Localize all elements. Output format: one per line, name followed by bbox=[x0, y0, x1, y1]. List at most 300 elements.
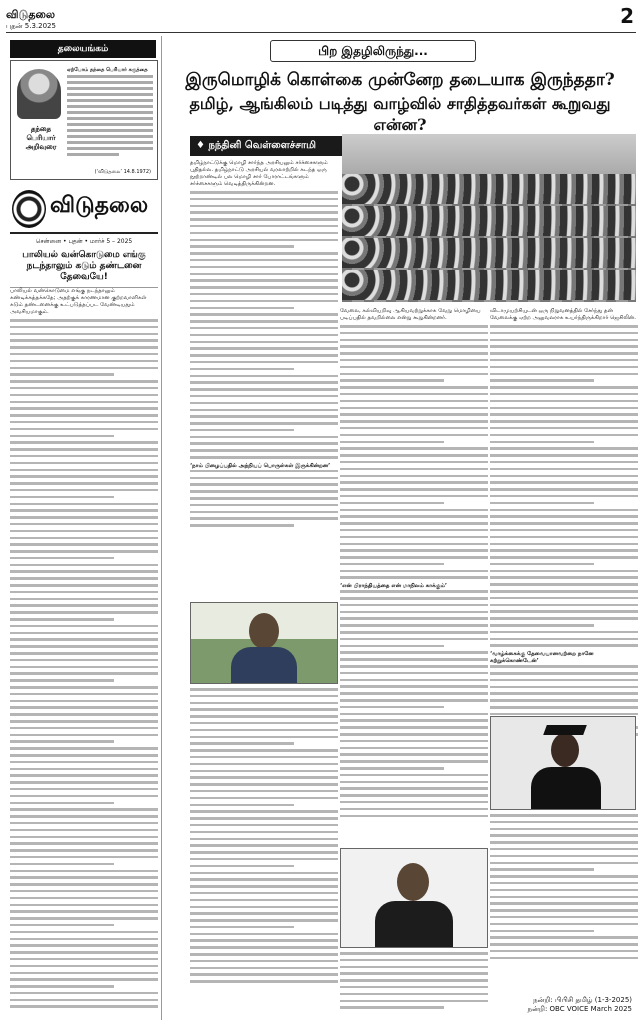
emblem-icon bbox=[12, 190, 46, 228]
text-line bbox=[190, 381, 338, 384]
text-line bbox=[10, 958, 158, 961]
text-line bbox=[190, 892, 338, 895]
text-line bbox=[10, 516, 158, 519]
text-line bbox=[490, 930, 594, 933]
text-line bbox=[340, 794, 488, 797]
text-line bbox=[10, 713, 158, 716]
text-line bbox=[10, 802, 114, 805]
text-line bbox=[10, 693, 158, 696]
text-line bbox=[190, 824, 338, 827]
text-line bbox=[490, 475, 638, 478]
text-line bbox=[10, 564, 158, 567]
text-line bbox=[340, 753, 488, 756]
text-line bbox=[490, 909, 638, 912]
text-line bbox=[490, 665, 638, 668]
text-line bbox=[340, 522, 488, 525]
text-line bbox=[490, 617, 638, 620]
text-line bbox=[340, 972, 488, 975]
text-line bbox=[190, 415, 338, 418]
text-line bbox=[10, 407, 158, 410]
text-line bbox=[10, 462, 158, 465]
text-line bbox=[340, 481, 488, 484]
text-line bbox=[490, 359, 638, 362]
text-line bbox=[190, 239, 338, 242]
text-line bbox=[190, 851, 338, 854]
text-line bbox=[190, 797, 338, 800]
text-line bbox=[340, 1006, 444, 1009]
text-line bbox=[340, 1000, 488, 1003]
text-line bbox=[10, 700, 158, 703]
text-line bbox=[10, 720, 158, 723]
text-line bbox=[340, 966, 488, 969]
text-line bbox=[10, 346, 158, 349]
viduthalai-logo bbox=[10, 186, 158, 234]
header-rule bbox=[6, 32, 636, 33]
quote-title: ஏற்போம் தந்தை பெரியார் கருத்தை bbox=[67, 67, 148, 73]
text-line bbox=[340, 352, 488, 355]
text-line bbox=[10, 992, 158, 995]
text-line bbox=[10, 577, 158, 580]
issue-date: புதன் 5.3.2025 bbox=[6, 22, 56, 30]
text-line bbox=[190, 511, 338, 514]
text-line bbox=[340, 959, 488, 962]
text-line bbox=[190, 225, 338, 228]
man-in-suit-photo bbox=[340, 848, 488, 948]
text-line bbox=[190, 490, 338, 493]
text-line bbox=[190, 946, 338, 949]
text-line bbox=[10, 856, 158, 859]
text-line bbox=[340, 509, 488, 512]
text-line bbox=[340, 468, 488, 471]
text-line bbox=[490, 590, 638, 593]
text-line bbox=[190, 327, 338, 330]
text-line bbox=[190, 388, 338, 391]
subhead-1: ‘நாம் பிழைப்பதில் அந்நியப் பொருள்கள் இருக்கின்றன’ bbox=[190, 462, 331, 469]
text-line bbox=[10, 679, 114, 682]
man-photo bbox=[190, 602, 338, 684]
text-line bbox=[490, 400, 638, 403]
text-line bbox=[10, 387, 158, 390]
text-line bbox=[10, 870, 158, 873]
text-line bbox=[340, 386, 488, 389]
text-line bbox=[340, 495, 488, 498]
text-line bbox=[10, 951, 158, 954]
text-line bbox=[190, 688, 338, 691]
text-line bbox=[10, 367, 158, 370]
text-line bbox=[490, 413, 638, 416]
text-line bbox=[490, 699, 638, 702]
text-line bbox=[190, 899, 338, 902]
text-line bbox=[340, 570, 488, 573]
text-line bbox=[490, 515, 638, 518]
text-line bbox=[190, 198, 338, 201]
text-line bbox=[190, 375, 338, 378]
text-line bbox=[340, 679, 488, 682]
text-line bbox=[490, 882, 638, 885]
text-line bbox=[190, 865, 294, 868]
text-line bbox=[10, 1005, 158, 1008]
editorial-banner: தலையங்கம் bbox=[10, 40, 156, 58]
text-line bbox=[340, 638, 488, 641]
text-line bbox=[490, 461, 638, 464]
text-line bbox=[10, 727, 158, 730]
text-line bbox=[490, 624, 594, 627]
text-line bbox=[190, 266, 338, 269]
text-line bbox=[190, 218, 338, 221]
editorial-column bbox=[6, 36, 162, 1020]
text-line bbox=[190, 742, 294, 745]
text-line bbox=[340, 747, 488, 750]
text-line bbox=[490, 597, 638, 600]
text-line bbox=[340, 488, 488, 491]
text-line bbox=[340, 740, 488, 743]
text-line bbox=[10, 931, 158, 934]
text-line bbox=[340, 556, 488, 559]
text-line bbox=[490, 828, 638, 831]
text-line bbox=[190, 906, 338, 909]
text-line bbox=[490, 386, 638, 389]
editorial-lead: பாலியல் வன்கொடுமை எங்கு நடந்தாலும் கண்டிக்கத்தக்கதே; அதற்குக் காரணமான குற்றவாளிகள் கடும் தண்டனைக்கு உட்படுத்தப்பட வேண்டியதும் அவசியமாகும். bbox=[10, 288, 147, 315]
text-line bbox=[190, 919, 338, 922]
text-line bbox=[490, 692, 638, 695]
text-line bbox=[190, 313, 338, 316]
text-line bbox=[190, 347, 338, 350]
text-line bbox=[340, 325, 488, 328]
text-line bbox=[490, 834, 638, 837]
text-line bbox=[10, 333, 158, 336]
text-line bbox=[10, 706, 158, 709]
text-line bbox=[490, 672, 638, 675]
text-line bbox=[490, 495, 638, 498]
text-line bbox=[340, 345, 488, 348]
text-line bbox=[190, 749, 338, 752]
quote-text bbox=[67, 75, 153, 159]
text-line bbox=[340, 379, 444, 382]
text-line bbox=[10, 999, 158, 1002]
text-line bbox=[490, 454, 638, 457]
text-line bbox=[190, 205, 338, 208]
text-line bbox=[190, 286, 338, 289]
text-line bbox=[490, 923, 638, 926]
text-line bbox=[10, 537, 158, 540]
text-line bbox=[10, 339, 158, 342]
text-line bbox=[340, 774, 488, 777]
text-line bbox=[190, 715, 338, 718]
text-line bbox=[490, 821, 638, 824]
text-line bbox=[340, 658, 488, 661]
text-line bbox=[10, 394, 158, 397]
text-line bbox=[340, 815, 488, 818]
text-line bbox=[10, 849, 158, 852]
subhead-2: ‘என் பிராந்தியத்தை என் மாநிலம் காக்கும்’ bbox=[340, 583, 447, 590]
text-line bbox=[190, 334, 338, 337]
text-line bbox=[190, 320, 338, 323]
text-line bbox=[340, 733, 488, 736]
text-line bbox=[490, 841, 638, 844]
text-line bbox=[340, 441, 444, 444]
text-line bbox=[490, 407, 638, 410]
text-line bbox=[190, 790, 338, 793]
text-line bbox=[190, 722, 338, 725]
text-line bbox=[10, 965, 158, 968]
text-line bbox=[490, 543, 638, 546]
text-line bbox=[490, 916, 638, 919]
text-line bbox=[190, 368, 294, 371]
text-line bbox=[190, 817, 338, 820]
text-line bbox=[340, 699, 488, 702]
text-line bbox=[490, 570, 638, 573]
text-line bbox=[340, 993, 488, 996]
text-line bbox=[490, 522, 638, 525]
text-line bbox=[340, 475, 488, 478]
text-line bbox=[340, 672, 488, 675]
text-line bbox=[490, 563, 594, 566]
text-line bbox=[340, 366, 488, 369]
text-line bbox=[190, 804, 294, 807]
text-line bbox=[190, 409, 338, 412]
text-line bbox=[190, 770, 338, 773]
text-line bbox=[490, 862, 638, 865]
text-line bbox=[490, 529, 638, 532]
text-line bbox=[10, 380, 158, 383]
text-line bbox=[190, 933, 338, 936]
article-column-3-cont bbox=[490, 814, 638, 964]
text-line bbox=[340, 952, 488, 955]
column-1-lead: தமிழ்நாட்டுக்கு மொழி சார்ந்த அரசியலும் சர்ச்சைகளும் புதிதல்ல. தமிழ்நாட்டு அரசியல் வரலாற்றில் கடந்த ஒரு நூற்றாண்டில் பல மொழி சார் போராட்டங்களும் சர்ச்சைகளும் வெடித்திருக்கின்றன. bbox=[190, 160, 328, 187]
text-line bbox=[10, 774, 158, 777]
text-line bbox=[490, 713, 638, 716]
text-line bbox=[340, 986, 488, 989]
text-line bbox=[10, 373, 114, 376]
text-line bbox=[10, 475, 158, 478]
text-line bbox=[190, 497, 338, 500]
text-line bbox=[340, 447, 488, 450]
text-line bbox=[10, 638, 158, 641]
text-line bbox=[340, 339, 488, 342]
text-line bbox=[490, 420, 638, 423]
periyar-portrait bbox=[17, 69, 61, 119]
text-line bbox=[340, 808, 488, 811]
text-line bbox=[340, 400, 488, 403]
text-line bbox=[10, 788, 158, 791]
text-line bbox=[490, 889, 638, 892]
text-line bbox=[10, 938, 158, 941]
text-line bbox=[190, 442, 338, 445]
text-line bbox=[190, 252, 338, 255]
text-line bbox=[10, 482, 158, 485]
text-line bbox=[190, 361, 338, 364]
text-line bbox=[10, 904, 158, 907]
text-line bbox=[190, 354, 338, 357]
logo-text: விடுதலை bbox=[50, 192, 149, 218]
text-line bbox=[340, 427, 488, 430]
text-line bbox=[190, 844, 338, 847]
text-line bbox=[190, 449, 338, 452]
text-line bbox=[340, 332, 488, 335]
text-line bbox=[490, 468, 638, 471]
text-line bbox=[490, 896, 638, 899]
text-line bbox=[10, 360, 158, 363]
text-line bbox=[340, 767, 444, 770]
text-line bbox=[340, 719, 488, 722]
text-line bbox=[490, 549, 638, 552]
text-line bbox=[340, 685, 488, 688]
text-line bbox=[10, 455, 158, 458]
column-3-lead: விடாமுயற்சியுடன் ஒரு நிறுவனத்தில் சேர்ந்து தன் வேலைக்கு ஏற்ற அலுவலராக உயர்ந்திருக்கிறார் ஜெசிலின். bbox=[490, 308, 636, 321]
text-line bbox=[490, 352, 638, 355]
text-line bbox=[190, 477, 338, 480]
text-line bbox=[490, 604, 638, 607]
classroom-photo bbox=[342, 134, 636, 302]
text-line bbox=[340, 461, 488, 464]
text-line bbox=[10, 414, 158, 417]
text-line bbox=[190, 756, 338, 759]
text-line bbox=[190, 300, 338, 303]
text-line bbox=[340, 563, 444, 566]
text-line bbox=[190, 695, 338, 698]
text-line bbox=[340, 604, 488, 607]
text-line bbox=[10, 469, 158, 472]
text-line bbox=[490, 509, 638, 512]
text-line bbox=[10, 897, 158, 900]
text-line bbox=[190, 973, 338, 976]
text-line bbox=[10, 401, 158, 404]
text-line bbox=[190, 783, 338, 786]
text-line bbox=[190, 273, 338, 276]
text-line bbox=[340, 420, 488, 423]
article-column-1-cont bbox=[190, 688, 338, 987]
text-line bbox=[490, 339, 638, 342]
text-line bbox=[10, 815, 158, 818]
periyar-quote-box bbox=[10, 60, 158, 180]
text-line bbox=[490, 855, 638, 858]
text-line bbox=[490, 631, 638, 634]
text-line bbox=[190, 885, 338, 888]
text-line bbox=[10, 781, 158, 784]
text-line bbox=[10, 319, 158, 322]
text-line bbox=[340, 529, 488, 532]
masthead: விடுதலை bbox=[6, 8, 56, 21]
text-line bbox=[10, 441, 158, 444]
quote-source: (‘விடுதலை’ 14.8.1972) bbox=[94, 169, 151, 175]
author-byline: ♦ நந்தினி வெள்ளைச்சாமி bbox=[190, 136, 346, 156]
text-line bbox=[190, 878, 338, 881]
text-line bbox=[10, 836, 158, 839]
text-line bbox=[190, 191, 338, 194]
text-line bbox=[10, 666, 158, 669]
text-line bbox=[190, 279, 338, 282]
text-line bbox=[190, 980, 338, 983]
text-line bbox=[490, 943, 638, 946]
text-line bbox=[490, 345, 638, 348]
text-line bbox=[10, 822, 158, 825]
text-line bbox=[190, 960, 338, 963]
editorial-headline: பாலியல் வன்கொடுமை எங்கு நடந்தாலும் கடும் தண்டனை தேவையே! bbox=[10, 250, 158, 288]
article-column-2-cont bbox=[340, 952, 488, 1013]
text-line bbox=[10, 924, 114, 927]
text-line bbox=[190, 483, 338, 486]
text-line bbox=[10, 944, 158, 947]
text-line bbox=[490, 481, 638, 484]
text-line bbox=[10, 659, 158, 662]
text-line bbox=[10, 672, 158, 675]
headline-line1: இருமொழிக் கொள்கை முன்னேற தடையாக இருந்ததா? bbox=[185, 70, 615, 90]
text-line bbox=[10, 435, 114, 438]
text-line bbox=[490, 366, 638, 369]
text-line bbox=[490, 434, 638, 437]
text-line bbox=[190, 524, 294, 527]
text-line bbox=[190, 763, 338, 766]
text-line bbox=[490, 936, 638, 939]
text-line bbox=[340, 407, 488, 410]
text-line bbox=[10, 421, 158, 424]
text-line bbox=[10, 611, 158, 614]
text-line bbox=[490, 325, 638, 328]
text-line bbox=[190, 708, 338, 711]
text-line bbox=[490, 576, 638, 579]
text-line bbox=[190, 926, 294, 929]
text-line bbox=[190, 402, 338, 405]
text-line bbox=[340, 624, 488, 627]
text-line bbox=[10, 618, 114, 621]
text-line bbox=[10, 876, 158, 879]
text-line bbox=[10, 645, 158, 648]
text-line bbox=[490, 441, 594, 444]
text-line bbox=[190, 422, 338, 425]
text-line bbox=[340, 502, 444, 505]
text-line bbox=[10, 768, 158, 771]
text-line bbox=[190, 810, 338, 813]
text-line bbox=[10, 740, 114, 743]
periyar-caption: தந்தை பெரியார் அறிவுரை bbox=[25, 125, 57, 151]
text-line bbox=[340, 597, 488, 600]
text-line bbox=[10, 734, 158, 737]
column-2-lead: வேலை, கல்வியறிவு ஆகியவற்றுக்காக வேறு மொழியை படிப்பதில் தவறில்லை என்று கூறுகின்றனர். bbox=[340, 308, 481, 321]
text-line bbox=[340, 611, 488, 614]
text-line bbox=[190, 307, 294, 310]
text-line bbox=[10, 557, 114, 560]
text-line bbox=[10, 625, 158, 628]
text-line bbox=[10, 632, 158, 635]
text-line bbox=[340, 760, 488, 763]
text-line bbox=[10, 523, 158, 526]
graduate-woman-photo bbox=[490, 716, 636, 810]
text-line bbox=[10, 842, 158, 845]
text-line bbox=[340, 373, 488, 376]
text-line bbox=[10, 652, 158, 655]
text-line bbox=[190, 953, 338, 956]
text-line bbox=[490, 957, 638, 960]
article-column-3 bbox=[490, 308, 638, 740]
text-line bbox=[190, 831, 338, 834]
text-line bbox=[10, 570, 158, 573]
text-line bbox=[190, 872, 338, 875]
text-line bbox=[340, 434, 488, 437]
text-line bbox=[490, 679, 638, 682]
text-line bbox=[340, 781, 488, 784]
text-line bbox=[340, 692, 488, 695]
text-line bbox=[190, 211, 338, 214]
text-line bbox=[10, 543, 158, 546]
text-line bbox=[10, 604, 158, 607]
text-line bbox=[490, 868, 594, 871]
text-line bbox=[10, 326, 158, 329]
text-line bbox=[10, 761, 158, 764]
text-line bbox=[190, 293, 338, 296]
text-line bbox=[10, 890, 158, 893]
headline-line2: தமிழ், ஆங்கிலம் படித்து வாழ்வில் சாதித்தவர்கள் கூறுவது என்ன? bbox=[189, 94, 611, 134]
text-line bbox=[490, 583, 638, 586]
